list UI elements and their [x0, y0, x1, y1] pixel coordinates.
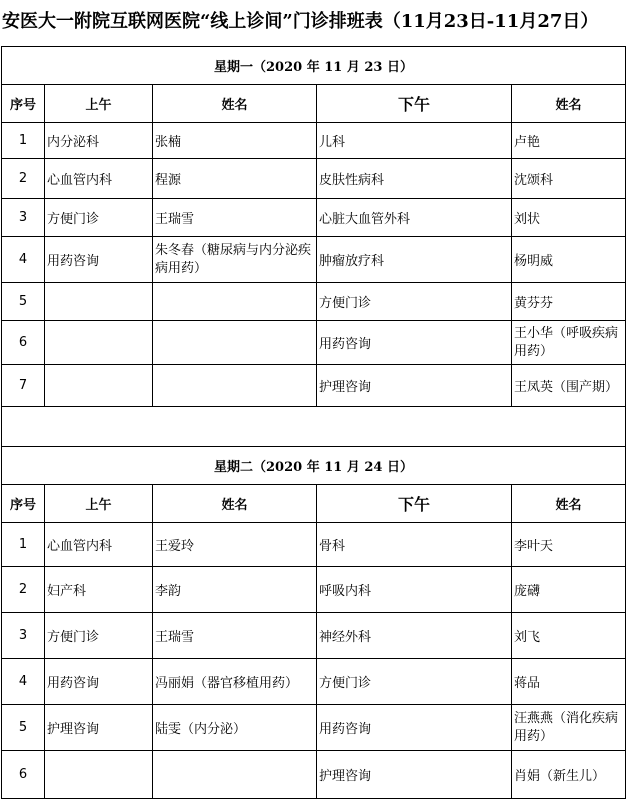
table-row: [2, 283, 626, 321]
am-doctor: [153, 321, 317, 365]
am-dept: 内分泌科: [45, 123, 153, 159]
spacer-cell: [2, 407, 626, 447]
pm-doctor: 王凤英（围产期）: [512, 365, 626, 407]
pm-dept: 护理咨询: [317, 365, 512, 407]
pm-doctor: 庞礴: [512, 567, 626, 613]
header-am: 上午: [45, 85, 153, 123]
row-num: 3: [2, 613, 45, 659]
header-row: [2, 85, 626, 123]
row-num: 5: [2, 283, 45, 321]
pm-doctor: 王小华（呼吸疾病用药）: [512, 321, 626, 365]
pm-doctor: 蒋品: [512, 659, 626, 705]
am-dept: 方便门诊: [45, 199, 153, 237]
pm-doctor: 李叶天: [512, 523, 626, 567]
pm-dept: 神经外科: [317, 613, 512, 659]
header-num: 序号: [2, 85, 45, 123]
day-title: 星期一（2020 年 11 月 23 日）: [2, 47, 626, 85]
header-pm: 下午: [317, 85, 512, 123]
pm-dept: 心脏大血管外科: [317, 199, 512, 237]
pm-doctor: 肖娟（新生儿）: [512, 751, 626, 799]
pm-doctor: 杨明威: [512, 237, 626, 283]
header-num: 序号: [2, 485, 45, 523]
am-dept: 用药咨询: [45, 659, 153, 705]
table-row: [2, 365, 626, 407]
am-doctor: [153, 365, 317, 407]
am-dept: 心血管内科: [45, 159, 153, 199]
header-pm: 下午: [317, 485, 512, 523]
spacer-row: [2, 407, 626, 447]
header-am-name: 姓名: [153, 85, 317, 123]
schedule-table: [1, 46, 626, 799]
header-am: 上午: [45, 485, 153, 523]
table-row: [2, 123, 626, 159]
pm-dept: 方便门诊: [317, 283, 512, 321]
row-num: 7: [2, 365, 45, 407]
am-dept: 用药咨询: [45, 237, 153, 283]
pm-dept: 用药咨询: [317, 321, 512, 365]
am-doctor: 朱冬春（糖尿病与内分泌疾病用药）: [153, 237, 317, 283]
am-dept: [45, 751, 153, 799]
am-doctor: [153, 283, 317, 321]
am-doctor: 陆雯（内分泌）: [153, 705, 317, 751]
am-doctor: 程源: [153, 159, 317, 199]
am-dept: 妇产科: [45, 567, 153, 613]
pm-doctor: 黄芬芬: [512, 283, 626, 321]
pm-doctor: 沈颂科: [512, 159, 626, 199]
header-pm-name: 姓名: [512, 85, 626, 123]
row-num: 3: [2, 199, 45, 237]
am-doctor: [153, 751, 317, 799]
am-doctor: 李韵: [153, 567, 317, 613]
table-row: [2, 613, 626, 659]
header-am-name: 姓名: [153, 485, 317, 523]
row-num: 6: [2, 321, 45, 365]
table-row: [2, 523, 626, 567]
table-row: [2, 237, 626, 283]
am-dept: 护理咨询: [45, 705, 153, 751]
pm-dept: 呼吸内科: [317, 567, 512, 613]
row-num: 1: [2, 523, 45, 567]
day-title: 星期二（2020 年 11 月 24 日）: [2, 447, 626, 485]
am-dept: 方便门诊: [45, 613, 153, 659]
pm-dept: 骨科: [317, 523, 512, 567]
am-doctor: 王瑞雪: [153, 613, 317, 659]
row-num: 4: [2, 237, 45, 283]
am-dept: [45, 365, 153, 407]
page-title: 安医大一附院互联网医院“线上诊间”门诊排班表（11月23日-11月27日）: [2, 11, 599, 32]
pm-doctor: 刘飞: [512, 613, 626, 659]
am-dept: [45, 321, 153, 365]
pm-dept: 方便门诊: [317, 659, 512, 705]
table-row: [2, 199, 626, 237]
table-row: [2, 705, 626, 751]
table-row: [2, 567, 626, 613]
row-num: 2: [2, 567, 45, 613]
row-num: 1: [2, 123, 45, 159]
am-dept: [45, 283, 153, 321]
table-row: [2, 321, 626, 365]
table-row: [2, 659, 626, 705]
header-pm-name: 姓名: [512, 485, 626, 523]
pm-doctor: 刘状: [512, 199, 626, 237]
pm-dept: 儿科: [317, 123, 512, 159]
pm-doctor: 汪燕燕（消化疾病用药）: [512, 705, 626, 751]
row-num: 6: [2, 751, 45, 799]
pm-dept: 肿瘤放疗科: [317, 237, 512, 283]
row-num: 2: [2, 159, 45, 199]
day-title-row: [2, 447, 626, 485]
am-doctor: 张楠: [153, 123, 317, 159]
pm-doctor: 卢艳: [512, 123, 626, 159]
am-doctor: 冯丽娟（器官移植用药）: [153, 659, 317, 705]
pm-dept: 用药咨询: [317, 705, 512, 751]
pm-dept: 皮肤性病科: [317, 159, 512, 199]
am-doctor: 王瑞雪: [153, 199, 317, 237]
row-num: 5: [2, 705, 45, 751]
header-row: [2, 485, 626, 523]
table-row: [2, 751, 626, 799]
table-row: [2, 159, 626, 199]
pm-dept: 护理咨询: [317, 751, 512, 799]
am-doctor: 王爱玲: [153, 523, 317, 567]
day-title-row: [2, 47, 626, 85]
row-num: 4: [2, 659, 45, 705]
am-dept: 心血管内科: [45, 523, 153, 567]
